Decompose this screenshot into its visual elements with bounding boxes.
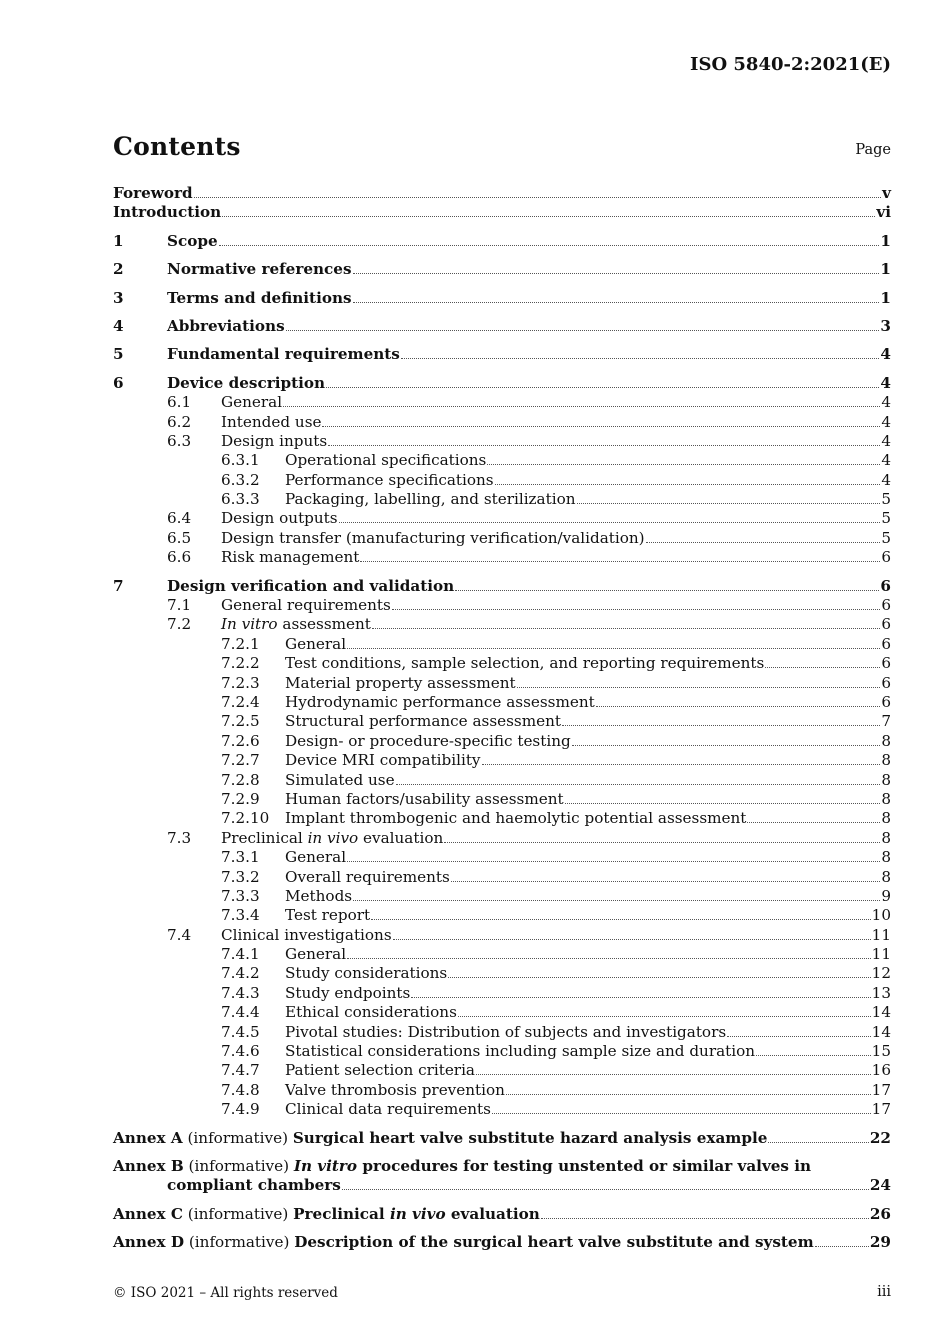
toc-entry-title: Valve thrombosis prevention [285,1080,505,1099]
toc-entry-page: 9 [881,886,891,905]
annex-type: (informative) [182,1204,294,1223]
annex-entry-page: 24 [869,1176,891,1195]
toc-entry[interactable] [113,906,891,925]
dot-leader [727,1023,871,1037]
toc-entry[interactable] [113,1042,891,1061]
toc-entry-title: Device description [167,373,326,392]
annex-title-italic: in vivo [389,1204,446,1223]
toc-entry[interactable] [113,577,891,596]
toc-entry-title: Statistical considerations including sample size and duration [285,1042,756,1061]
toc-entry-number: 7.4.1 [221,945,260,964]
dot-leader [411,984,870,998]
annex-entry-title [113,1205,540,1224]
toc-entry-title: General [285,945,347,964]
dot-leader [541,1205,869,1219]
toc-entry[interactable] [113,596,891,615]
toc-entry-page: 1 [880,231,891,250]
dot-leader [646,529,881,543]
toc-entry-page: 4 [881,412,891,431]
toc-entry-page: 14 [871,1003,891,1022]
dot-leader [492,1100,871,1114]
toc-entry-number: 7.4 [167,925,192,944]
toc-entry-number: 7.4.2 [221,964,260,983]
dot-leader [596,693,881,707]
toc-entry-number: 7.2.3 [221,673,260,692]
toc-entry-title: Structural performance assessment [285,712,561,731]
toc-entry[interactable] [113,809,891,828]
toc-entry-page: 4 [881,431,891,450]
toc-entry-page: 4 [880,373,891,392]
toc-entry-number: 7.4.9 [221,1100,260,1119]
toc-entry-page: 1 [880,288,891,307]
toc-entry-number: 7.2.9 [221,789,260,808]
toc-entry-number: 7.4.3 [221,983,260,1002]
toc-entry-number: 7.4.7 [221,1061,260,1080]
dot-leader [322,413,880,427]
toc-entry-title: Introduction [113,203,222,222]
toc-entry-number: 7.2.5 [221,712,260,731]
toc-entry-page: 6 [880,576,891,595]
toc-entry[interactable] [113,413,891,432]
toc-entry-number: 6.3.3 [221,490,260,509]
toc-entry[interactable] [113,635,891,654]
dot-leader [562,712,880,726]
toc-entry[interactable] [113,1023,891,1042]
toc-entry-page: 11 [871,925,891,944]
dot-leader [455,577,879,591]
toc-entry[interactable] [113,751,891,770]
toc-entry-title: Operational specifications [285,451,487,470]
toc-entry-title: Methods [285,886,353,905]
toc-entry-number: 7.2.10 [221,809,270,828]
toc-entry-title: Design verification and validation [167,576,455,595]
toc-entry-number: 7.2.7 [221,751,260,770]
toc-entry-title: Design- or procedure-specific testing [285,731,571,750]
dot-leader [353,887,880,901]
dot-leader [451,868,881,882]
toc-entry-title: General [285,848,347,867]
dot-leader [768,1129,868,1143]
toc-entry-number: 7.4.6 [221,1042,260,1061]
toc-entry[interactable] [113,232,891,251]
toc-entry[interactable] [113,771,891,790]
toc-entry-page: 8 [881,809,891,828]
toc-entry-title: Foreword [113,184,193,202]
toc-entry-number: 7.2.2 [221,654,260,673]
toc-entry-number: 7.4.4 [221,1003,260,1022]
annex-entry-continued[interactable] [113,1176,891,1195]
toc-entry-number: 3 [113,288,124,307]
toc-entry-page: 5 [881,490,891,509]
toc-entry[interactable] [113,260,891,279]
toc-entry-title: General requirements [221,596,391,615]
toc-entry-title: Study endpoints [285,983,411,1002]
toc-entry-title: Overall requirements [285,867,450,886]
toc-entry-number: 5 [113,345,124,364]
annex-entry[interactable] [113,1129,891,1148]
toc-entry-title: Material property assessment [285,673,516,692]
dot-leader [565,790,881,804]
toc-entry[interactable] [113,984,891,1003]
toc-entry[interactable] [113,829,891,848]
toc-entry-title: Normative references [167,260,352,279]
toc-entry-number: 6.3.2 [221,470,260,489]
toc-entry[interactable] [113,790,891,809]
dot-leader [577,490,881,504]
toc-entry-title: Clinical investigations [221,925,392,944]
toc-entry-number: 7.3.4 [221,906,260,925]
toc-entry[interactable] [113,374,891,393]
dot-leader [506,1081,871,1095]
annex-label: Annex B [113,1156,184,1175]
dot-leader [747,809,880,823]
toc-entry-number: 6.5 [167,528,192,547]
toc-entry-title: Performance specifications [285,470,494,489]
toc-entry-title-italic: In vitro [221,615,278,634]
toc-entry-page: 5 [881,509,891,528]
dot-leader [517,674,881,688]
toc-entry-title: Scope [167,231,218,250]
annex-type: (informative) [182,1128,293,1147]
toc-entry-title: General [285,634,347,653]
toc-entry-page: v [882,184,891,202]
dot-leader [353,289,880,303]
toc-entry[interactable] [113,732,891,751]
toc-entry-number: 2 [113,260,124,279]
toc-entry-page: 11 [871,945,891,964]
toc-entry-number: 7.3.1 [221,848,260,867]
annex-title-part: Description of the surgical heart valve substitute and system [294,1233,814,1252]
annex-entry-title-continued: compliant chambers [167,1176,341,1195]
annex-label: Annex D [113,1233,185,1252]
toc-entry-title: Simulated use [285,770,395,789]
annex-type: (informative) [183,1156,294,1175]
toc-entry[interactable] [113,289,891,308]
annex-entry[interactable] [113,1205,891,1224]
toc-entry-page: 6 [881,548,891,567]
dot-leader [482,751,881,765]
toc-entry-page: 8 [881,731,891,750]
toc-entry-page: 1 [880,260,891,279]
toc-entry-title-part: evaluation [358,828,444,847]
dot-leader [392,596,881,610]
toc-entry-number: 6.1 [167,393,192,412]
annex-title-part: Surgical heart valve substitute hazard analysis example [292,1128,768,1147]
dot-leader [393,926,871,940]
annex-title-part: evaluation [445,1204,540,1223]
toc-entry-page: 10 [871,906,891,925]
annex-title-italic: In vitro [293,1156,358,1175]
page-column-label: Page [855,142,891,158]
toc-entry-title: Pivotal studies: Distribution of subjects and investigators [285,1022,727,1041]
toc-entry-title: Clinical data requirements [285,1100,491,1119]
dot-leader [347,848,880,862]
toc-entry-page: 8 [881,848,891,867]
annex-type: (informative) [184,1233,295,1252]
contents-title: Contents [113,132,241,161]
toc-entry-title-part: Preclinical [221,828,308,847]
toc-entry-page: 17 [871,1100,891,1119]
footer-copyright: © ISO 2021 – All rights reserved [113,1285,338,1301]
dot-leader [326,374,879,388]
dot-leader [495,471,881,485]
annex-entry-page: 26 [869,1204,891,1223]
annex-entry[interactable] [113,1233,891,1252]
toc-entry-title [221,829,443,848]
toc-entry-number: 6.3.1 [221,451,260,470]
toc-entry-number: 7.2 [167,615,192,634]
toc-entry-page: 4 [880,345,891,364]
dot-leader [815,1233,869,1247]
table-of-contents [113,184,891,1253]
toc-entry-number: 4 [113,316,124,335]
annex-entry-page: 29 [869,1233,891,1252]
toc-entry-number: 7.1 [167,596,192,615]
toc-entry-title: General [221,393,283,412]
dot-leader [371,906,871,920]
dot-leader [487,451,880,465]
toc-entry-title: Ethical considerations [285,1003,457,1022]
toc-entry-page: 4 [881,470,891,489]
dot-leader [444,829,880,843]
toc-entry-number: 7.2.4 [221,692,260,711]
toc-entry-number: 6.4 [167,509,192,528]
toc-entry-number: 7.2.8 [221,770,260,789]
toc-entry-page: vi [876,203,891,222]
toc-entry-page: 16 [871,1061,891,1080]
toc-entry-title: Test report [285,906,371,925]
toc-entry[interactable] [113,964,891,983]
toc-entry-title: Study considerations [285,964,448,983]
toc-entry-title-italic: in vivo [307,828,359,847]
toc-entry-page: 14 [871,1022,891,1041]
toc-entry[interactable] [113,184,891,203]
toc-entry-page: 6 [881,673,891,692]
toc-entry[interactable] [113,926,891,945]
toc-entry[interactable] [113,848,891,867]
toc-entry[interactable] [113,1003,891,1022]
dot-leader [765,654,880,668]
toc-entry-page: 6 [881,634,891,653]
annex-label: Annex A [113,1128,183,1147]
dot-leader [342,1176,869,1190]
toc-entry[interactable] [113,203,891,222]
dot-leader [347,945,871,959]
annex-title-part: procedures for testing unstented or similar valves in [357,1156,812,1175]
toc-entry-title: Risk management [221,548,360,567]
dot-leader [756,1042,871,1056]
toc-entry[interactable] [113,654,891,673]
dot-leader [360,548,880,562]
dot-leader [339,509,881,523]
toc-entry-number: 7.3.3 [221,886,260,905]
toc-entry-page: 8 [881,828,891,847]
toc-entry-title: Device MRI compatibility [285,751,481,770]
toc-entry-page: 6 [881,596,891,615]
toc-entry-title: Implant thrombogenic and haemolytic potential assessment [285,809,747,828]
toc-entry-page: 4 [881,451,891,470]
annex-entry-title [113,1157,811,1176]
toc-entry[interactable] [113,674,891,693]
dot-leader [194,184,882,198]
dot-leader [572,732,881,746]
toc-entry-page: 8 [881,751,891,770]
dot-leader [353,260,880,274]
toc-entry-title: Human factors/usability assessment [285,789,564,808]
toc-entry-number: 7.3 [167,828,192,847]
toc-entry-title: Design outputs [221,509,338,528]
toc-entry-page: 7 [881,712,891,731]
toc-entry-number: 7.4.5 [221,1022,260,1041]
annex-title-part: Preclinical [293,1204,390,1223]
toc-entry-title [221,615,371,634]
footer-page-number: iii [877,1284,891,1300]
annex-entry[interactable] [113,1157,891,1176]
dot-leader [219,232,880,246]
toc-entry-number: 1 [113,231,124,250]
dot-leader [286,317,880,331]
toc-entry[interactable] [113,451,891,470]
dot-leader [396,771,881,785]
toc-entry-page: 8 [881,867,891,886]
toc-entry-title-part: assessment [277,615,371,634]
toc-entry[interactable] [113,887,891,906]
dot-leader [448,964,870,978]
toc-entry[interactable] [113,712,891,731]
toc-entry-number: 6.3 [167,431,192,450]
toc-entry-title: Fundamental requirements [167,345,400,364]
toc-entry-number: 7.2.6 [221,731,260,750]
toc-entry[interactable] [113,529,891,548]
toc-entry[interactable] [113,548,891,567]
dot-leader [347,635,880,649]
toc-entry-title: Packaging, labelling, and sterilization [285,490,576,509]
toc-entry[interactable] [113,509,891,528]
toc-entry-page: 17 [871,1080,891,1099]
annex-entry-page: 22 [869,1128,891,1147]
toc-entry-page: 6 [881,615,891,634]
dot-leader [328,432,880,446]
toc-entry-page: 4 [881,393,891,412]
annex-entry-title [113,1129,767,1148]
toc-entry-title: Test conditions, sample selection, and reporting requirements [285,654,765,673]
toc-entry[interactable] [113,471,891,490]
toc-entry-title: Design transfer (manufacturing verification/validation) [221,528,645,547]
toc-entry-page: 12 [871,964,891,983]
toc-entry[interactable] [113,490,891,509]
toc-entry-title: Patient selection criteria [285,1061,475,1080]
toc-entry-title: Abbreviations [167,316,285,335]
toc-entry[interactable] [113,345,891,364]
toc-entry-page: 8 [881,789,891,808]
dot-leader [458,1003,871,1017]
dot-leader [372,615,880,629]
toc-entry-title: Hydrodynamic performance assessment [285,692,595,711]
toc-entry[interactable] [113,693,891,712]
dot-leader [476,1061,871,1075]
toc-entry-number: 6.2 [167,412,192,431]
toc-entry[interactable] [113,432,891,451]
toc-entry-title: Intended use [221,412,322,431]
toc-entry-number: 7.4.8 [221,1080,260,1099]
document-id: ISO 5840-2:2021(E) [690,54,891,75]
toc-entry-number: 6 [113,373,124,392]
toc-entry-number: 7 [113,576,124,595]
toc-entry[interactable] [113,868,891,887]
dot-leader [401,345,880,359]
toc-entry[interactable] [113,615,891,634]
toc-entry-page: 3 [880,316,891,335]
toc-entry-page: 5 [881,528,891,547]
dot-leader [222,203,875,217]
toc-entry[interactable] [113,317,891,336]
toc-entry[interactable] [113,1061,891,1080]
toc-entry[interactable] [113,1081,891,1100]
toc-entry[interactable] [113,945,891,964]
toc-entry[interactable] [113,1100,891,1119]
annex-entry-title [113,1233,814,1252]
toc-entry-page: 15 [871,1042,891,1061]
dot-leader [283,393,880,407]
toc-entry-title: Terms and definitions [167,288,352,307]
toc-entry-page: 6 [881,654,891,673]
toc-entry-page: 8 [881,770,891,789]
toc-entry[interactable] [113,393,891,412]
toc-entry-title: Design inputs [221,431,328,450]
toc-entry-page: 6 [881,692,891,711]
toc-entry-number: 7.3.2 [221,867,260,886]
toc-entry-number: 7.2.1 [221,634,260,653]
annex-label: Annex C [113,1204,183,1223]
toc-entry-page: 13 [871,983,891,1002]
toc-entry-number: 6.6 [167,548,192,567]
